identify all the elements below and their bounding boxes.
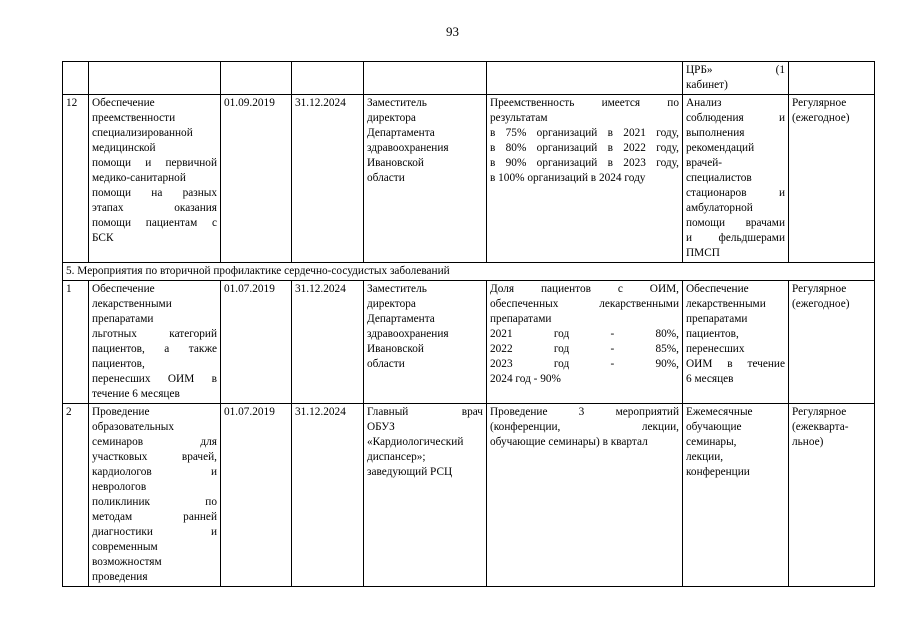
cell-line: помощи пациентам с [92,217,217,229]
cell-title [89,281,221,404]
cell-line: рекомендаций [686,142,755,154]
cell-line: поликлиник по [92,496,217,508]
cell-line: ПМСП [686,247,720,259]
cell-line: 2024 год - 90% [490,373,561,385]
cell-line: области [367,172,405,184]
cell-num: 12 [63,95,89,263]
cell-line: (ежекварта- [792,421,849,433]
cell-executor [364,404,487,587]
cell-line: проведения [92,571,148,583]
cell-line: Обеспечение [686,283,749,295]
cell-line: в 100% организаций в 2024 году [490,172,646,184]
cell-line: лекарственными [92,298,172,310]
cell-line: (ежегодное) [792,298,850,310]
cell-title [89,95,221,263]
cell-line: директора [367,298,416,310]
cell-line: Департамента [367,127,435,139]
cell-num [63,62,89,95]
cell-line: специализированной [92,127,193,139]
cell-start [221,62,292,95]
cell-line: пациентов, [686,328,739,340]
cell-line: помощи на разных [92,187,217,199]
cell-line: диспансер»; [367,451,426,463]
cell-line: ОИМ в течение [686,358,785,370]
cell-line: современным [92,541,158,553]
cell-line: Анализ [686,97,722,109]
cell-line: пациентов, [92,358,145,370]
cell-line: обучающие семинары) в квартал [490,436,648,448]
cell-line: Заместитель [367,97,427,109]
cell-num: 1 [63,281,89,404]
cell-line: диагностики и [92,526,217,538]
cell-line: «Кардиологический [367,436,464,448]
cell-line: ОБУЗ [367,421,395,433]
cell-line: препаратами [490,313,552,325]
cell-line: течение 6 месяцев [92,388,180,400]
cell-title [89,62,221,95]
cell-line: Преемственность имеется по [490,97,679,109]
cell-line: препаратами [686,313,748,325]
section-title: 5. Мероприятия по вторичной профилактике сердечно-сосудистых заболеваний [63,263,875,281]
cell-line: Ивановской [367,157,424,169]
cell-line: образовательных [92,421,175,433]
cell-line: Обеспечение [92,97,155,109]
cell-line: Регулярное [792,97,847,109]
cell-line: области [367,358,405,370]
cell-executor [364,95,487,263]
section-row [63,263,875,281]
cell-line: обучающие [686,421,742,433]
cell-frequency [789,404,875,587]
cell-start: 01.09.2019 [221,95,292,263]
cell-line: Доля пациентов с ОИМ, [490,283,679,295]
cell-line: в 90% организаций в 2023 году, [490,157,679,169]
cell-line: 2023 год - 90%, [490,358,679,370]
cell-line: возможностям [92,556,162,568]
cell-line: Главный врач [367,406,483,418]
cell-start: 01.07.2019 [221,404,292,587]
cell-line: и фельдшерами [686,232,785,244]
cell-line: результатам [490,112,548,124]
table-row [63,95,875,263]
cell-line: соблюдения и [686,112,785,124]
resp-text-right: (1 [775,64,785,76]
cell-line: (конференции, лекции, [490,421,679,433]
cell-line: 2021 год - 80%, [490,328,679,340]
cell-line: заведующий РСЦ [367,466,453,478]
cell-line: семинары, [686,436,737,448]
cell-line: Департамента [367,313,435,325]
cell-line: перенесших ОИМ в [92,373,217,385]
resp-text: ЦРБ» [686,64,713,76]
cell-indicator [487,281,683,404]
cell-line: Заместитель [367,283,427,295]
cell-line: кардиологов и [92,466,217,478]
cell-line: здравоохранения [367,328,449,340]
cell-line: 2022 год - 85%, [490,343,679,355]
page-number: 93 [446,24,459,39]
cell-line: амбулаторной [686,202,753,214]
table-row [63,281,875,404]
cell-line: препаратами [92,313,154,325]
cell-line: медико-санитарной [92,172,186,184]
cell-end: 31.12.2024 [292,404,364,587]
cell-result [683,95,789,263]
cell-line: преемственности [92,112,176,124]
measures-table [62,61,875,587]
cell-line: пациентов, а также [92,343,217,355]
cell-indicator [487,95,683,263]
cell-line: врачей- [686,157,723,169]
cell-line: Обеспечение [92,283,155,295]
cell-line: перенесших [686,343,745,355]
table-row-continued [63,62,875,95]
cell-line: в 80% организаций в 2022 году, [490,142,679,154]
cell-line: этапах оказания [92,202,217,214]
cell-line: неврологов [92,481,147,493]
cell-title [89,404,221,587]
cell-line: льное) [792,436,824,448]
cell-indicator [487,404,683,587]
cell-line: помощи и первичной [92,157,217,169]
cell-end: 31.12.2024 [292,95,364,263]
cell-frequency [789,62,875,95]
cell-line: обеспеченных лекарственными [490,298,679,310]
cell-end: 31.12.2024 [292,281,364,404]
cell-frequency [789,281,875,404]
cell-line: участковых врачей, [92,451,217,463]
cell-line: медицинской [92,142,156,154]
cell-line: конференции [686,466,750,478]
cell-start: 01.07.2019 [221,281,292,404]
cell-line: директора [367,112,416,124]
cell-line: методам ранней [92,511,217,523]
cell-line: семинаров для [92,436,217,448]
cell-line: лекарственными [686,298,766,310]
resp-text-2: кабинет) [686,79,728,91]
cell-line: Ежемесячные [686,406,753,418]
cell-executor [364,281,487,404]
cell-line: выполнения [686,127,745,139]
cell-frequency [789,95,875,263]
cell-result [683,281,789,404]
cell-line: Ивановской [367,343,424,355]
cell-line: здравоохранения [367,142,449,154]
cell-result [683,404,789,587]
cell-indicator [487,62,683,95]
cell-line: БСК [92,232,114,244]
cell-line: Проведение [92,406,150,418]
cell-end [292,62,364,95]
table-row [63,404,875,587]
cell-line: специалистов [686,172,752,184]
cell-executor [364,62,487,95]
cell-line: Проведение 3 мероприятий [490,406,679,418]
cell-result [683,62,789,95]
cell-line: (ежегодное) [792,112,850,124]
cell-line: помощи врачами [686,217,785,229]
cell-line: льготных категорий [92,328,217,340]
cell-line: в 75% организаций в 2021 году, [490,127,679,139]
cell-line: стационаров и [686,187,785,199]
cell-num: 2 [63,404,89,587]
cell-line: 6 месяцев [686,373,734,385]
cell-line: Регулярное [792,283,847,295]
cell-line: лекции, [686,451,724,463]
cell-line: Регулярное [792,406,847,418]
